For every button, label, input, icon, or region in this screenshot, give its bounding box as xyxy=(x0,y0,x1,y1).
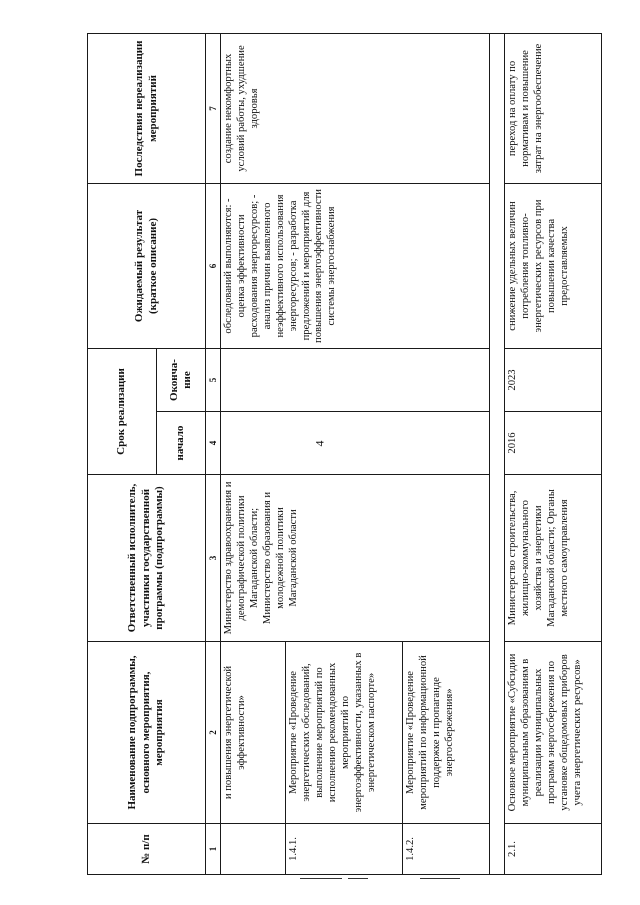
row-name: и повышения энергетической эффективности» xyxy=(221,642,286,824)
scan-mark-line xyxy=(348,878,368,879)
row-num: 1.4.2. xyxy=(403,824,490,875)
column-number: 5 xyxy=(206,348,221,411)
row-executor: Министерство строительства, жилищно-коммунального хозяйства и энергетики Магаданской области; Органы местного самоуправления xyxy=(505,475,602,642)
row-executor: Министерство здравоохранения и демографической политики Магаданской области; Министерство образования и молодежной политики Магаданской области xyxy=(221,475,490,642)
column-number: 6 xyxy=(206,183,221,348)
row-consequences: создание некомфортных условий работы, ухудшение здоровья xyxy=(221,33,490,183)
section-title xyxy=(490,33,505,874)
row-result: обследований выполняются: - оценка эффективности расходования энергоресурсов; - анализ причин выявленного неэффективного использования энергоресурсов; - разработка предложений и мероприятий для повышения энергоэффективности системы энергоснабжения xyxy=(221,183,490,348)
row-end xyxy=(221,348,490,411)
header-name: Наименование подпрограммы, основного мероприятия, мероприятия xyxy=(88,642,206,824)
section-row xyxy=(490,33,505,874)
row-consequences: переход на оплату по нормативам и повышение затрат на энергообеспечение xyxy=(505,33,602,183)
header-result: Ожидаемый результат (краткое описание) xyxy=(88,183,206,348)
header-executor: Ответственный исполнитель, участники государственной программы (подпрограммы) xyxy=(88,475,206,642)
header-end: Оконча-ние xyxy=(157,348,206,411)
row-name: Основное мероприятие «Субсидии муниципальным образованиям в реализации муниципальных программ энергосбережения по установке общедомовых приборов учета энергетических ресурсов» xyxy=(505,642,602,824)
table-row-continuation xyxy=(221,33,286,874)
column-number: 4 xyxy=(206,412,221,475)
scan-mark-line xyxy=(300,878,342,879)
row-start: 2016 xyxy=(505,412,602,475)
row-name: Мероприятие «Проведение энергетических обследований, выполнение мероприятий по исполнению рекомендованных мероприятий по энергоэффективности, указанных в энергетическом паспорте» xyxy=(286,642,403,824)
column-number: 3 xyxy=(206,475,221,642)
row-num: 1.4.1. xyxy=(286,824,403,875)
rotated-page-content xyxy=(87,34,624,875)
row-end: 2023 xyxy=(505,348,602,411)
header-start: начало xyxy=(157,412,206,475)
header-consequences: Последствия нереализации мероприятий xyxy=(88,33,206,183)
row-num xyxy=(221,824,286,875)
page-number: 4 xyxy=(312,440,327,447)
header-num: № п/п xyxy=(88,824,206,875)
scan-mark-line xyxy=(420,878,460,879)
program-table xyxy=(87,33,602,875)
table-row-2-1 xyxy=(505,33,602,874)
header-period: Срок реализации xyxy=(88,348,157,474)
row-start xyxy=(221,412,490,475)
row-num: 2.1. xyxy=(505,824,602,875)
column-number: 2 xyxy=(206,642,221,824)
column-number: 7 xyxy=(206,33,221,183)
column-number-row xyxy=(206,33,221,874)
column-number: 1 xyxy=(206,824,221,875)
row-name: Мероприятие «Проведение мероприятий по информационной поддержке и пропаганде энергосбережения» xyxy=(403,642,490,824)
row-result: снижение удельных величин потребления топливно-энергетических ресурсов при повышении качества предоставляемых xyxy=(505,183,602,348)
